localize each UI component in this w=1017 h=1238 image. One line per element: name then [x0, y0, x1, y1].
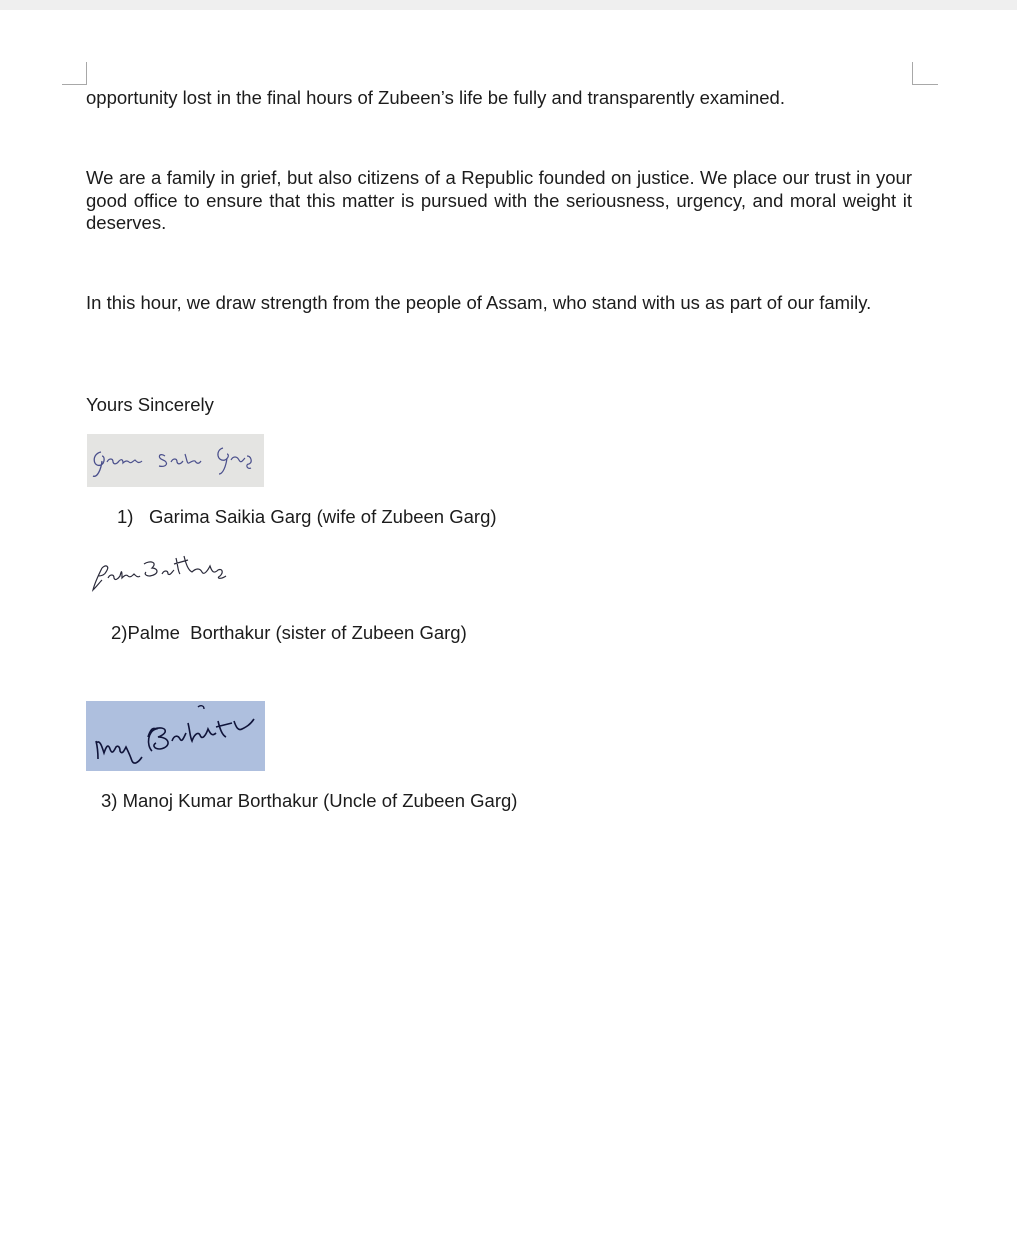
paragraph-1: opportunity lost in the final hours of Zubeen’s life be fully and transparently examined. [86, 87, 785, 108]
signature-3-drawing [86, 701, 265, 771]
signatory-3-name: Manoj Kumar Borthakur (Uncle of Zubeen Garg) [117, 790, 518, 811]
signatory-1-name: Garima Saikia Garg (wife of Zubeen Garg) [149, 506, 497, 527]
signatory-3-number: 3) [101, 790, 118, 811]
signature-image-3 [86, 701, 265, 771]
signatory-2 [111, 622, 467, 645]
signature-image-1 [87, 434, 264, 487]
paragraph-2: We are a family in grief, but also citizens of a Republic founded on justice. We place our trust in your good office to ensure that this matter is pursued with the seriousness, urgency, and moral weight it deserves. [86, 167, 912, 233]
signatory-2-number: 2) [111, 622, 128, 643]
signatory-1 [117, 506, 497, 529]
signature-1-drawing [87, 434, 264, 487]
paragraph-3: In this hour, we draw strength from the people of Assam, who stand with us as part of our family. [86, 292, 872, 313]
crop-mark-left [62, 62, 87, 85]
crop-mark-right [912, 62, 938, 85]
closing-salutation: Yours Sincerely [86, 394, 214, 415]
window-top-bar [0, 0, 1017, 10]
signatory-2-name: Palme Borthakur (sister of Zubeen Garg) [127, 622, 467, 643]
signatory-1-number: 1) [117, 506, 134, 527]
signatory-3 [101, 790, 517, 813]
signature-image-2 [88, 546, 234, 596]
signature-2-drawing [88, 546, 234, 596]
